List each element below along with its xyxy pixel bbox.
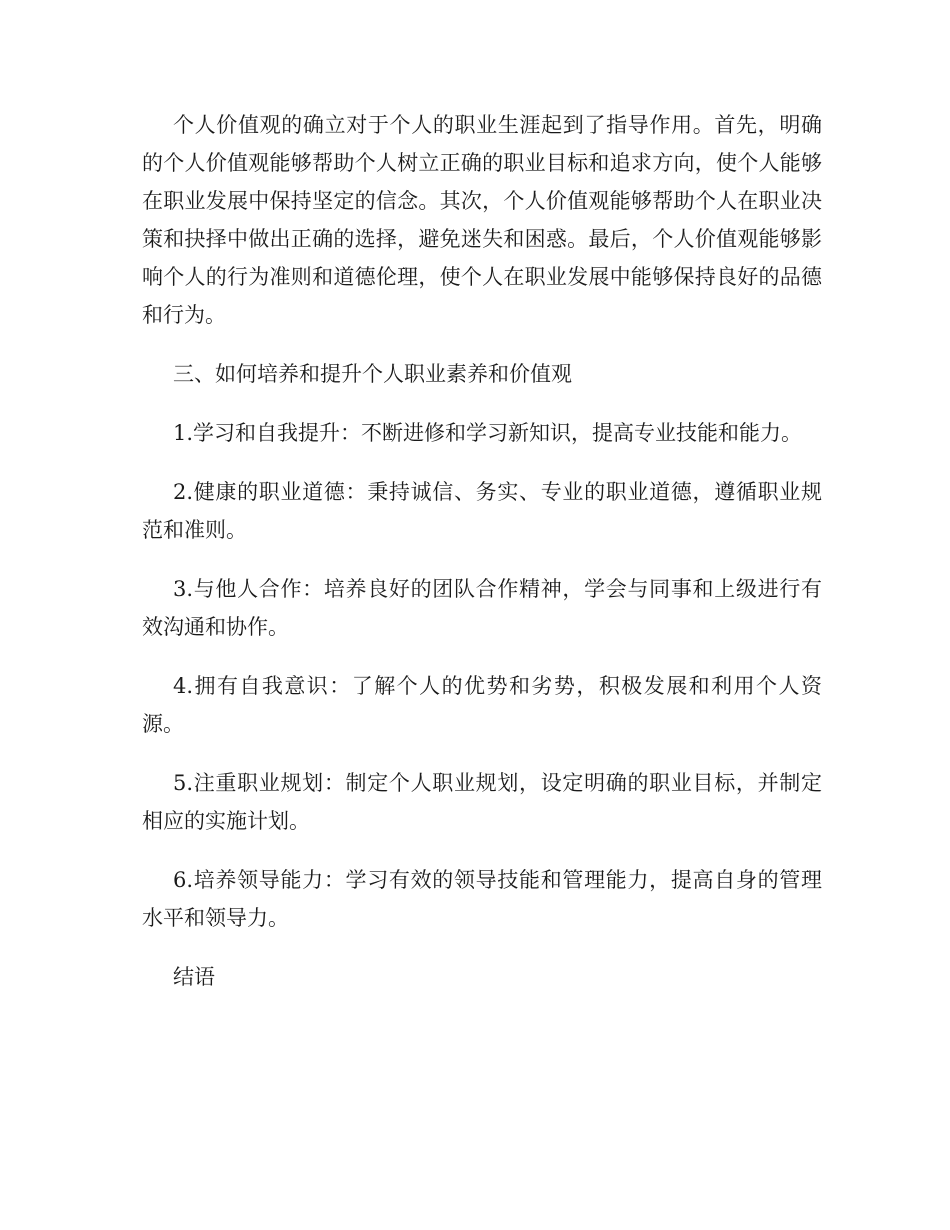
section-heading-3: 三、如何培养和提升个人职业素养和价值观 bbox=[173, 362, 572, 386]
list-item: 4.拥有自我意识：了解个人的优势和劣势，积极发展和利用个人资源。 bbox=[142, 674, 822, 736]
list-item: 1.学习和自我提升：不断进修和学习新知识，提高专业技能和能力。 bbox=[173, 421, 803, 445]
list-item: 2.健康的职业道德：秉持诚信、务实、专业的职业道德，遵循职业规范和准则。 bbox=[142, 480, 822, 542]
document-body bbox=[142, 106, 822, 1017]
list-item: 3.与他人合作：培养良好的团队合作精神，学会与同事和上级进行有效沟通和协作。 bbox=[142, 577, 822, 639]
conclusion-heading: 结语 bbox=[173, 965, 215, 989]
list-item: 6.培养领导能力：学习有效的领导技能和管理能力，提高自身的管理水平和领导力。 bbox=[142, 868, 822, 930]
paragraph-values-guidance: 个人价值观的确立对于个人的职业生涯起到了指导作用。首先，明确的个人价值观能够帮助个人树立正确的职业目标和追求方向，使个人能够在职业发展中保持坚定的信念。其次，个人价值观能够帮助个人在职业决策和抉择中做出正确的选择，避免迷失和困惑。最后，个人价值观能够影响个人的行为准则和道德伦理，使个人在职业发展中能够保持良好的品德和行为。 bbox=[142, 113, 822, 327]
list-item: 5.注重职业规划：制定个人职业规划，设定明确的职业目标，并制定相应的实施计划。 bbox=[142, 771, 822, 833]
